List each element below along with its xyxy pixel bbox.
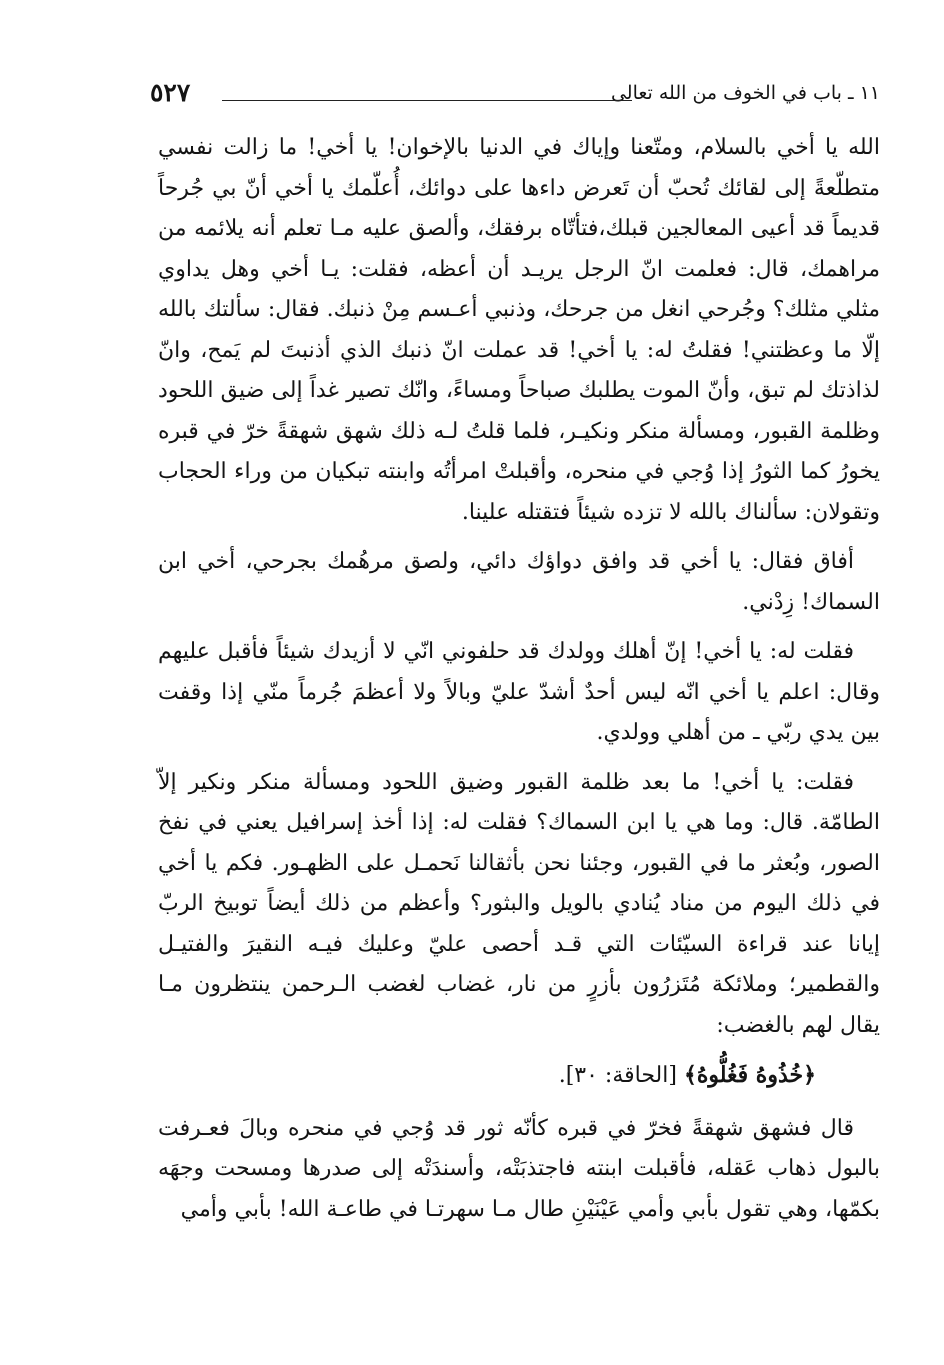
running-header [150, 80, 880, 116]
paragraph: فقلت: يا أخي! ما بعد ظلمة القبور وضيق اللحود ومسألة منكر ونكير إلاّ الطامّة. قال: وما هي يا ابن السماك؟ فقلت له: إذا أخذ إسرافيل يعني في نفخ الصور، وبُعثر ما في القبور، وجئنا نحن بأثقالنا نَحمـل على الظهـور. فكم يا أخي في ذلك اليوم من مناد يُنادي بالويل والبثور؟ وأعظم من ذلك أيضاً توبيخ الربّ إيانا عند قراءة السيّئات التي قـد أحصى عليّ وعليك فيـه النقيرَ والفتيـل والقطمير؛ وملائكة مُتَزرُون بأزرٍ من نار، غضاب لغضب الـرحمن ينتظرون مـا يقال لهم بالغضب: [158, 769, 880, 1038]
paragraph: قال فشهق شهقةً فخرّ في قبره كأنّه ثور قد وُجي في منحره وبالَ فعـرفت بالبول ذهاب عَقله، فأقبلت ابنته فاجتذبَتْه، وأسندَتْه إلى صدرها ومسحت وجهَه بكمّها، وهي تقول بأبي وأمي عَيْنَيْنِ طال مـا سهرتـا في طاعـة الله! بأبي وأمي [158, 1115, 880, 1222]
paragraph: أفاق فقال: يا أخي قد وافق دواؤك دائي، ولصق مرهُمك بجرحي، أخي ابن السماك! زِدْني. [158, 549, 880, 615]
quran-verse [158, 1055, 880, 1097]
chapter-title: ١١ ـ باب في الخوف من الله تعالى [610, 82, 880, 104]
paragraph: الله يا أخي بالسلام، ومتّعنا وإياك في الدنيا بالإخوان! يا أخي! ما زالت نفسي متطلّعةً إلى لقائك تُحبّ أن تَعرض داءها على دوائك، أُعلّمك يا أخي أنّ بي جُرحاً قديماً قد أعيى المعالجين قبلك،فتأتّاه برفقك، وألصق عليه مـا تعلم أنه يلائمه من مراهمك، قال: فعلمت انّ الرجل يريـد أن أعظه، فقلت: يـا أخي وهل يداوي مثلي مثلك؟ وجُرحي انغل من جرحك، وذنبي أعـسم مِنْ ذنبك. فقال: سألتك بالله إلّا ما وعظتني! فقلتُ له: يا أخي! قد عملت انّ ذنبك الذي أذنبتَ لم يَمح، وانّ لذاذتك لم تبق، وأنّ الموت يطلبك صباحاً ومساءً، وانّك تصير غداً إلى ضيق اللحود وظلمة القبور، ومسألة منكر ونكيـر، فلما قلتُ لـه ذلك شهق شهقةً خرّ في قبره يخورُ كما الثورُ إذا وُجي في منحره، وأقبلتْ امرأتُه وابنته تبكيان من وراء الحجاب وتقولان: سألناك بالله لا تزده شيئاً فتقتله علينا. [158, 135, 880, 525]
body-text [158, 128, 880, 1239]
verse-reference: [الحاقة: ٣٠]. [558, 1063, 677, 1088]
page-number: ٥٢٧ [150, 78, 191, 107]
paragraph: فقلت له: يا أخي! إنّ أهلك وولدك قد حلفوني انّي لا أزيدك شيئاً فأقبل عليهم وقال: اعلم يا أخي انّه ليس أحدٌ أشدّ عليّ وبالاً ولا أعظمَ جُرماً منّي إذا وقفت بين يدي ربّي ـ من أهلي وولدي. [158, 639, 880, 745]
quran-text: ﴿خُذُوهُ فَغُلُّوهُ﴾ [683, 1062, 816, 1088]
header-rule [222, 100, 632, 101]
